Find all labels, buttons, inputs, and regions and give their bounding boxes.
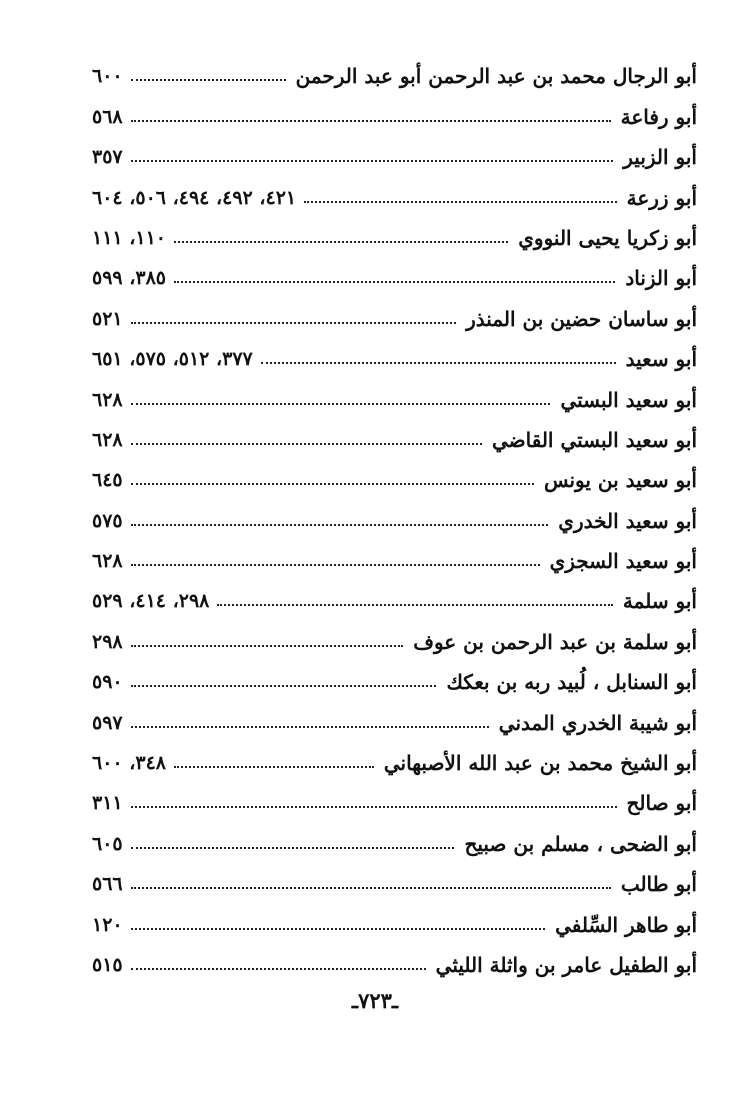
page-number: ـ٧٢٣ـ (351, 988, 399, 1013)
dot-leader (131, 79, 286, 81)
index-entry (92, 92, 697, 132)
entry-name: أبو رفاعة (620, 104, 697, 129)
index-entry (92, 173, 697, 213)
entry-name: أبو سلمة (622, 589, 697, 614)
entry-pages: ٥٧٥ (92, 509, 123, 532)
index-entry (92, 658, 697, 698)
dot-leader (131, 403, 551, 405)
dot-leader (131, 928, 546, 930)
entry-name: أبو طاهر السِّلفي (555, 912, 697, 937)
entry-name: أبو ساسان حضين بن المنذر (466, 306, 697, 331)
entry-pages: ٥٦٦ (92, 873, 123, 896)
index-entry (92, 375, 697, 415)
dot-leader (131, 806, 617, 808)
entry-name: أبو الرجال محمد بن عبد الرحمن أبو عبد الرحمن (295, 64, 697, 89)
entry-name: أبو الطفيل عامر بن واثلة الليثي (435, 952, 697, 977)
entry-name: أبو زرعة (626, 185, 697, 210)
entry-pages: ٥٩٧ (92, 711, 123, 734)
index-entry (92, 900, 697, 940)
dot-leader (131, 160, 614, 162)
entry-pages: ٣١١ (92, 792, 123, 815)
index-entry (92, 819, 697, 859)
dot-leader (174, 766, 374, 768)
index-entry (92, 496, 697, 536)
index-entry (92, 456, 697, 496)
index-entry (92, 860, 697, 900)
entry-pages: ٦٠٥ (92, 832, 123, 855)
entry-name: أبو سعيد (625, 347, 697, 372)
entry-name: أبو سعيد بن يونس (543, 468, 697, 493)
entry-pages: ٢٩٨ (92, 630, 123, 653)
dot-leader (304, 201, 616, 203)
entry-pages: ٢٩٨، ٤١٤، ٥٢٩ (92, 590, 210, 613)
dot-leader (131, 968, 426, 970)
dot-leader (174, 281, 615, 283)
index-entry (92, 416, 697, 456)
dot-leader (131, 726, 489, 728)
entry-pages: ٣٥٧ (92, 146, 123, 169)
index-entry (92, 577, 697, 617)
entry-pages: ٣٨٥، ٥٩٩ (92, 267, 166, 290)
entry-pages: ٥١٥ (92, 953, 123, 976)
index-entry (92, 941, 697, 981)
index-entry (92, 698, 697, 738)
entry-name: أبو الزناد (625, 266, 697, 291)
index-entry (92, 537, 697, 577)
entry-pages: ٦٢٨ (92, 550, 123, 573)
entry-pages: ١١٠، ١١١ (92, 226, 166, 249)
entry-pages: ٥٦٨ (92, 105, 123, 128)
dot-leader (131, 120, 611, 122)
dot-leader (131, 645, 404, 647)
entry-pages: ٦٢٨ (92, 388, 123, 411)
entry-pages: ٣٧٧، ٥١٢، ٥٧٥، ٦٥١ (92, 348, 253, 371)
entry-name: أبو شيبة الخدري المدني (498, 710, 697, 735)
dot-leader (217, 604, 613, 606)
dot-leader (131, 483, 534, 485)
entry-pages: ٥٩٠ (92, 671, 123, 694)
index-entry (92, 214, 697, 254)
dot-leader (131, 443, 482, 445)
entry-name: أبو سلمة بن عبد الرحمن بن عوف (413, 629, 697, 654)
index-entry (92, 294, 697, 334)
entry-pages: ٣٤٨، ٦٠٠ (92, 752, 166, 775)
entry-pages: ٤٢١، ٤٩٢، ٤٩٤، ٥٠٦، ٦٠٤ (92, 186, 297, 209)
dot-leader (131, 847, 455, 849)
dot-leader (131, 524, 549, 526)
dot-leader (131, 685, 437, 687)
index-entry (92, 617, 697, 657)
index-entry (92, 335, 697, 375)
index-entry (92, 739, 697, 779)
entry-name: أبو الزبير (623, 145, 697, 170)
index-entry (92, 779, 697, 819)
index-entry (92, 254, 697, 294)
entry-pages: ٦٢٨ (92, 428, 123, 451)
entry-pages: ٦٤٥ (92, 469, 123, 492)
entry-name: أبو سعيد البستي (560, 387, 697, 412)
entry-name: أبو صالح (626, 791, 697, 816)
dot-leader (261, 362, 616, 364)
entry-name: أبو الضحى ، مسلم بن صبيح (464, 831, 697, 856)
index-entry (92, 52, 697, 92)
index-entry (92, 133, 697, 173)
dot-leader (131, 564, 540, 566)
entry-name: أبو طالب (620, 872, 697, 897)
entry-pages: ٥٢١ (92, 307, 123, 330)
entry-name: أبو سعيد البستي القاضي (491, 427, 697, 452)
entry-name: أبو الشيخ محمد بن عبد الله الأصبهاني (383, 751, 697, 776)
entry-pages: ٦٠٠ (92, 65, 123, 88)
entry-name: أبو سعيد السجزي (549, 549, 697, 574)
dot-leader (131, 322, 457, 324)
entry-pages: ١٢٠ (92, 913, 123, 936)
entry-name: أبو السنابل ، لُبيد ربه بن بعكك (446, 670, 697, 695)
entry-name: أبو سعيد الخدري (558, 508, 697, 533)
dot-leader (131, 887, 611, 889)
index-list (92, 52, 697, 981)
dot-leader (174, 241, 508, 243)
entry-name: أبو زكريا يحيى النووي (518, 225, 697, 250)
